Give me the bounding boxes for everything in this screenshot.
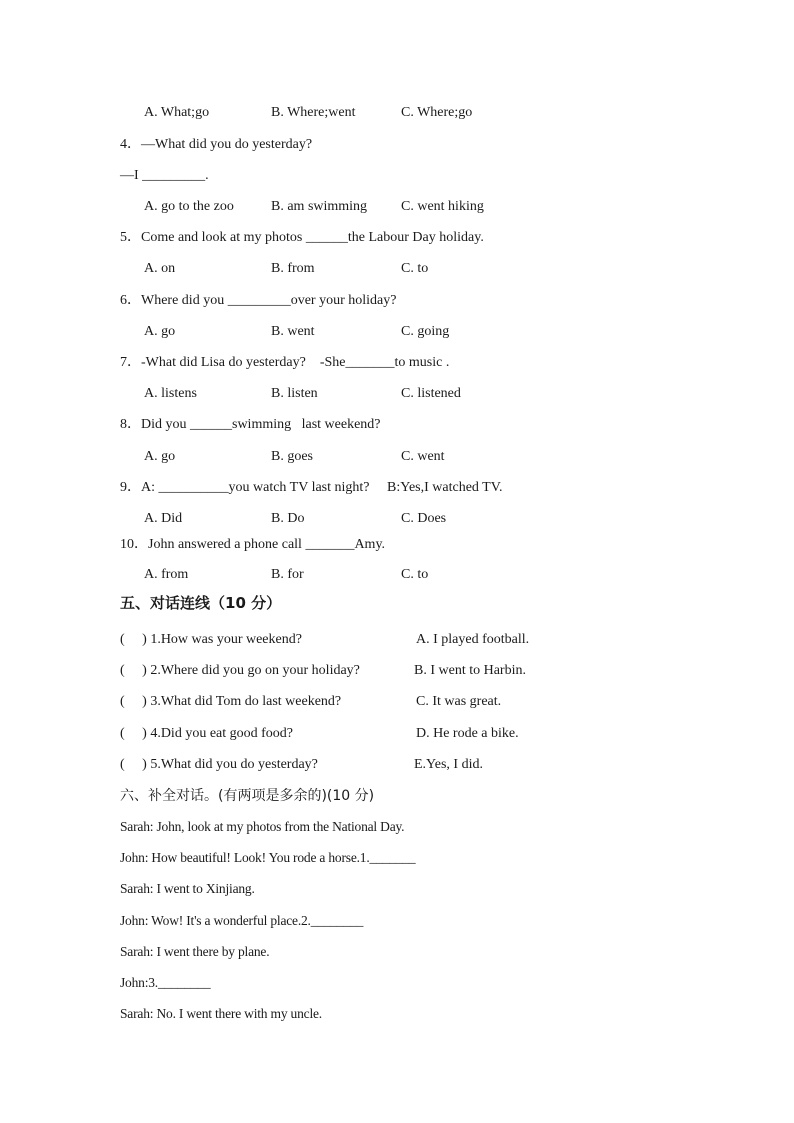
q7-stem: 7．-What did Lisa do yesterday? -She_______to music .: [120, 355, 450, 370]
section5-title: 五、对话连线（10 分）: [120, 594, 282, 612]
match-question-2: ( ) 2.Where did you go on your holiday?: [120, 663, 360, 678]
q5-option-c: C. to: [401, 261, 429, 276]
q9-stem: 9．A: __________you watch TV last night? B:Yes,I watched TV.: [120, 480, 503, 495]
q8-option-c: C. went: [401, 449, 445, 464]
q5-option-b: B. from: [271, 261, 315, 276]
q9-option-a: A. Did: [144, 511, 183, 526]
q4-option-a: A. go to the zoo: [144, 199, 234, 214]
q3-option-b: B. Where;went: [271, 105, 356, 120]
q4-option-b: B. am swimming: [271, 199, 368, 214]
q6-option-b: B. went: [271, 324, 315, 339]
q7-option-b: B. listen: [271, 386, 318, 401]
dialog-line-3: Sarah: I went to Xinjiang.: [120, 881, 255, 896]
q6-stem: 6．Where did you _________over your holiday?: [120, 293, 397, 308]
match-answer-e: E.Yes, I did.: [414, 757, 483, 772]
q8-option-b: B. goes: [271, 449, 313, 464]
q9-option-b: B. Do: [271, 511, 305, 526]
q8-stem: 8．Did you ______swimming last weekend?: [120, 417, 381, 432]
q9-option-c: C. Does: [401, 511, 447, 526]
match-question-5: ( ) 5.What did you do yesterday?: [120, 757, 318, 772]
q10-option-c: C. to: [401, 567, 429, 582]
dialog-line-5: Sarah: I went there by plane.: [120, 944, 270, 959]
q10-option-b: B. for: [271, 567, 304, 582]
q8-option-a: A. go: [144, 449, 176, 464]
match-question-4: ( ) 4.Did you eat good food?: [120, 726, 294, 741]
q3-option-c: C. Where;go: [401, 105, 473, 120]
match-answer-d: D. He rode a bike.: [416, 726, 519, 741]
dialog-line-6: John:3.________: [120, 975, 211, 990]
dialog-line-2: John: How beautiful! Look! You rode a horse.1._______: [120, 850, 416, 865]
q7-option-a: A. listens: [144, 386, 197, 401]
section6-title: 六、补全对话。(有两项是多余的)(10 分): [120, 788, 375, 804]
dialog-line-7: Sarah: No. I went there with my uncle.: [120, 1006, 322, 1021]
match-answer-a: A. I played football.: [416, 632, 530, 647]
q3-option-a: A. What;go: [144, 105, 210, 120]
q4-answer-line: —I _________.: [120, 168, 209, 183]
q5-option-a: A. on: [144, 261, 176, 276]
q5-stem: 5．Come and look at my photos ______the Labour Day holiday.: [120, 230, 484, 245]
q4-stem: 4．—What did you do yesterday?: [120, 137, 313, 152]
q10-stem: 10．John answered a phone call _______Amy.: [120, 537, 386, 552]
q7-option-c: C. listened: [401, 386, 461, 401]
q4-option-c: C. went hiking: [401, 199, 484, 214]
dialog-line-1: Sarah: John, look at my photos from the National Day.: [120, 819, 405, 834]
match-question-3: ( ) 3.What did Tom do last weekend?: [120, 694, 342, 709]
match-answer-c: C. It was great.: [416, 694, 502, 709]
q6-option-c: C. going: [401, 324, 450, 339]
dialog-line-4: John: Wow! It's a wonderful place.2.________: [120, 913, 364, 928]
match-answer-b: B. I went to Harbin.: [414, 663, 526, 678]
q6-option-a: A. go: [144, 324, 176, 339]
q10-option-a: A. from: [144, 567, 189, 582]
match-question-1: ( ) 1.How was your weekend?: [120, 632, 302, 647]
